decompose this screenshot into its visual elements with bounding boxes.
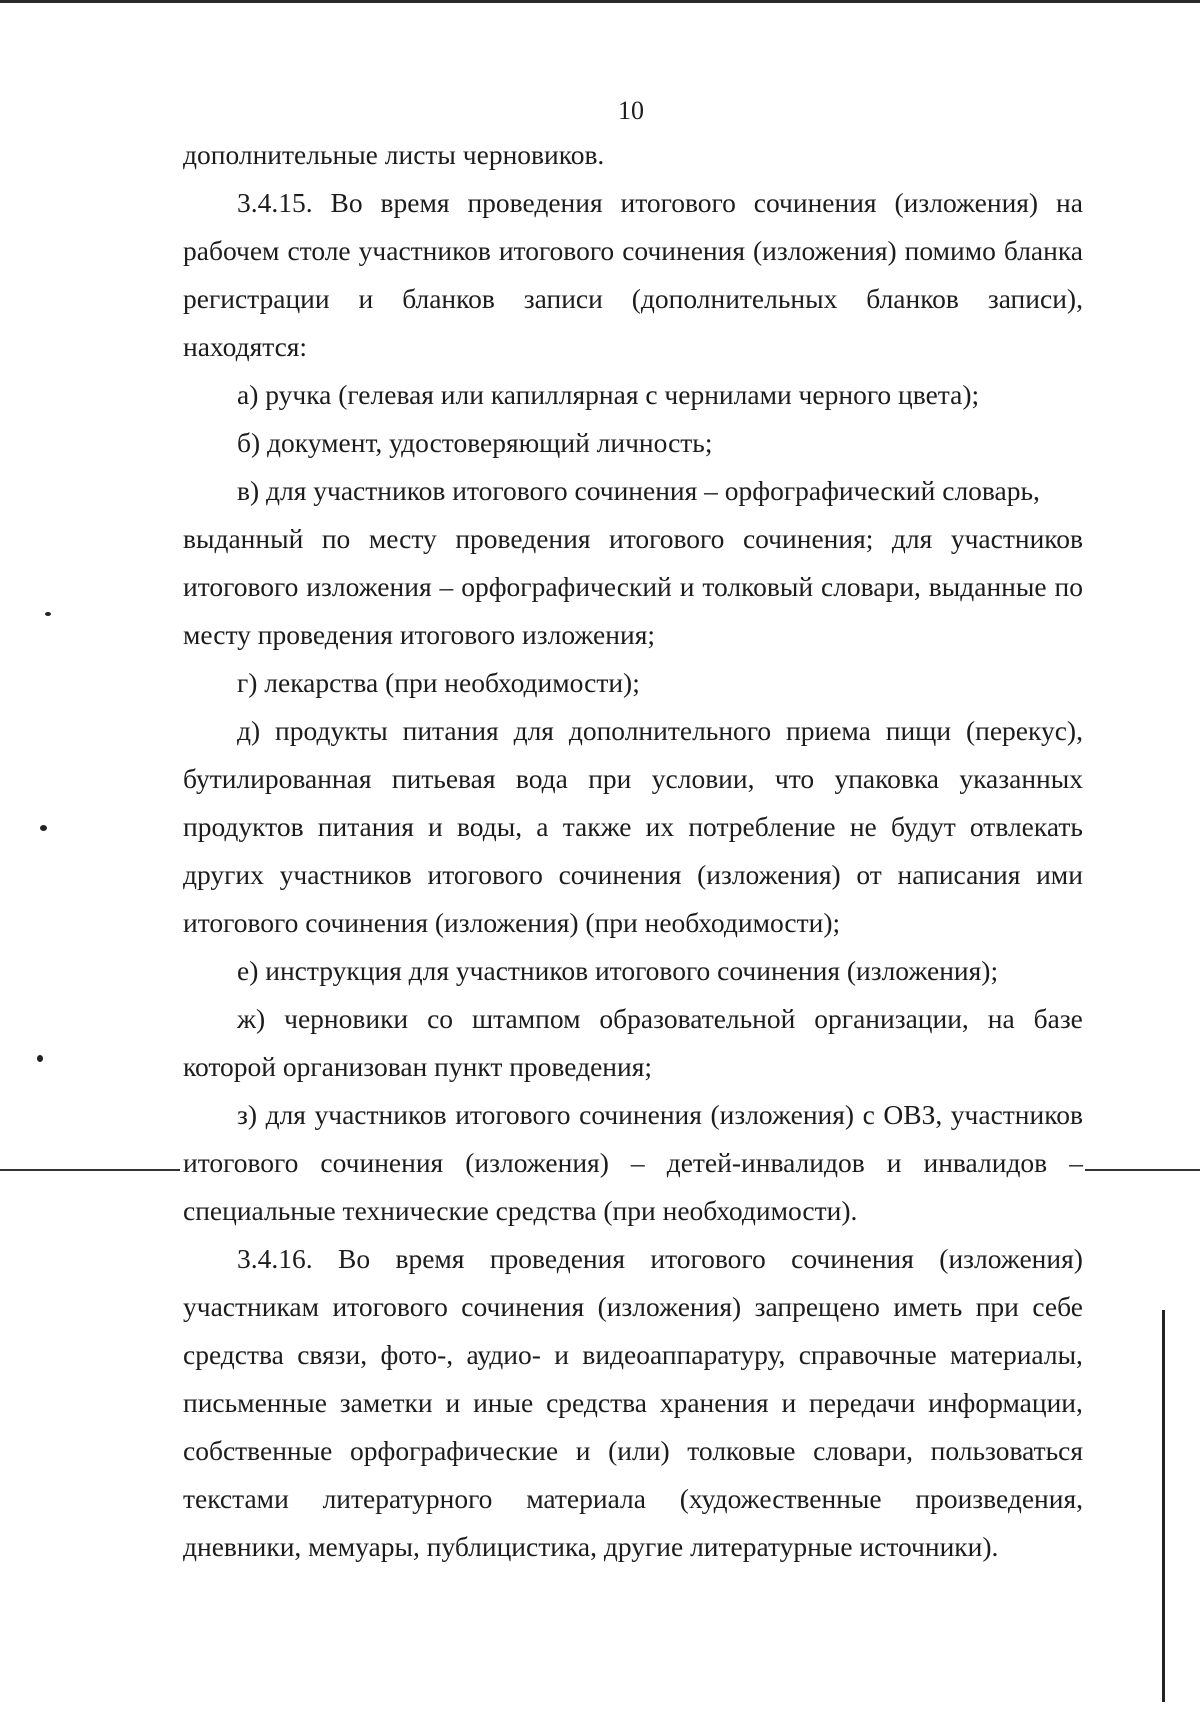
word: итогового [498,235,615,266]
text-line [183,851,1083,899]
text-line: специальные технические средства (при необходимости). [183,1195,858,1226]
word: ж) [237,1003,266,1034]
word: и [445,1387,461,1418]
word: бланка [1003,235,1083,266]
word: отвлекать [969,811,1083,842]
word: штампом [472,1003,581,1034]
word: сочинения [753,187,877,218]
scan-artifact-rule-right [1085,1169,1200,1171]
word: месту [368,523,437,554]
word: выданный [183,523,304,554]
word: проведения [489,1243,626,1274]
word: иные [473,1387,534,1418]
word: (изложения) [465,1147,609,1178]
word: образовательной [599,1003,796,1034]
word: рабочем [183,235,280,266]
word: на [1056,187,1083,218]
word: 3.4.15. [237,187,313,218]
word: бутилированная [183,763,372,794]
scan-top-edge [0,0,1200,3]
word: (изложения) [753,235,897,266]
word: справочные [798,1339,937,1370]
word: записи [523,283,603,314]
word: средства [546,1387,647,1418]
text-line [183,707,1083,755]
word: воды, [456,811,523,842]
word: что [774,763,815,794]
scan-artifact-rule-left [0,1169,180,1171]
word: толковые [687,1435,796,1466]
word: выданные [928,571,1047,602]
word: при [588,763,632,794]
word: (изложения) [710,1099,855,1130]
word: указанных [959,763,1083,794]
word: д) [237,715,261,746]
word: со [427,1003,454,1034]
text-line [183,1235,1083,1283]
word: (перекус), [965,715,1083,746]
word: участников [279,859,412,890]
text-line [183,1139,1083,1187]
scan-artifact-vertical-bar [1162,1310,1165,1702]
word: ими [1036,859,1083,890]
word: и [679,571,695,602]
word: (изложения) [894,187,1039,218]
word: а [536,811,549,842]
text-line [183,803,1083,851]
word: сочинения [461,1291,585,1322]
word: сочинения; [742,523,874,554]
word: сочинения [791,1243,914,1274]
text-line: в) для участников итогового сочинения – орфографический словарь, [237,475,1040,506]
word: по [1054,571,1083,602]
word: сочинения [558,859,682,890]
scan-speck [40,825,47,831]
word: проведения [455,523,591,554]
scan-speck [45,612,51,616]
word: итогового [620,187,736,218]
word: итогового [609,523,725,554]
word: хранения [659,1387,769,1418]
word: по [321,523,351,554]
word: письменные [183,1387,327,1418]
word: черновики [284,1003,409,1034]
word: Во [338,1243,371,1274]
word: иметь [893,1291,963,1322]
word: итогового [455,1099,571,1130]
word: (изложения) [939,1243,1083,1274]
word: информации, [928,1387,1083,1418]
word: питания [402,715,499,746]
word: произведения, [915,1483,1083,1514]
word: текстами [183,1483,289,1514]
word: (изложения) [597,1291,742,1322]
text-line [183,755,1083,803]
word: потребление [688,811,836,842]
word: при [975,1291,1019,1322]
word: участникам [183,1291,319,1322]
text-line: б) документ, удостоверяющий личность; [237,427,713,458]
word: инвалидов [923,1147,1048,1178]
word: написания [897,859,1021,890]
word: проведения [467,187,603,218]
word: детей-инвалидов [666,1147,865,1178]
word: регистрации [183,283,330,314]
text-line: а) ручка (гелевая или капиллярная с чернилами черного цвета); [237,379,980,410]
word: итогового [332,1291,448,1322]
word: бланков [866,283,959,314]
word: столе [287,235,351,266]
word: связи, [297,1339,368,1370]
word: Во [330,187,363,218]
word: участников [950,1099,1083,1130]
word: запрещено [754,1291,880,1322]
word: итогового [650,1243,766,1274]
word: з) [237,1099,258,1130]
word: фото-, [380,1339,454,1370]
word: толковый [702,571,814,602]
word: питьевая [391,763,496,794]
word: на [987,1003,1015,1034]
word: и [358,283,374,314]
text-line [183,275,1083,323]
word: 3.4.16. [237,1243,313,1274]
word: и [575,1435,591,1466]
word: от [856,859,882,890]
document-body [183,131,1083,1571]
text-line: которой организован пункт проведения; [183,1051,653,1082]
word: литературного [322,1483,493,1514]
word: изложения [306,571,432,602]
word: продукты [275,715,388,746]
word: (изложения) [697,859,841,890]
word: бланков [402,283,495,314]
text-line [183,1091,1083,1139]
word: сочинения [622,235,745,266]
word: продуктов [183,811,304,842]
word: и [554,1339,569,1370]
word: средства [183,1339,284,1370]
text-line [183,515,1083,563]
text-line: г) лекарства (при необходимости); [237,667,640,698]
word: материала [526,1483,646,1514]
word: аудио- [466,1339,541,1370]
word: итогового [427,859,543,890]
word: участников [358,235,491,266]
text-line [183,1475,1083,1523]
word: условии, [651,763,755,794]
word: заметки [339,1387,433,1418]
word: записи), [987,283,1083,314]
word: – [1069,1147,1083,1178]
word: их [645,811,675,842]
word: не [849,811,877,842]
word: для [513,715,554,746]
word: орфографический [461,571,672,602]
word: питания [317,811,414,842]
word: итогового [183,1147,299,1178]
word: (дополнительных [631,283,838,314]
word: упаковка [834,763,939,794]
word: словари, [813,1435,913,1466]
word: словари, [820,571,921,602]
word: и [781,1387,797,1418]
word: организации, [814,1003,969,1034]
word: – [630,1147,645,1178]
text-line [183,1331,1083,1379]
word: и [886,1147,902,1178]
word: и [428,811,443,842]
word: итогового [183,571,299,602]
word: помимо [904,235,996,266]
text-line: е) инструкция для участников итогового сочинения (изложения); [237,955,999,986]
text-line: дневники, мемуары, публицистика, другие литературные источники). [183,1531,999,1562]
word: пользоваться [930,1435,1083,1466]
text-line: находятся: [183,331,308,362]
text-line [183,179,1083,227]
text-line [183,1379,1083,1427]
scan-speck [37,1055,43,1062]
word: время [380,187,450,218]
word: участников [314,1099,447,1130]
word: время [395,1243,465,1274]
text-line [183,227,1083,275]
word: ОВЗ, [883,1099,943,1130]
word: вода [515,763,568,794]
word: для [891,523,933,554]
text-line: месту проведения итогового изложения; [183,619,655,650]
text-line: дополнительные листы черновиков. [183,139,605,170]
word: сочинения [320,1147,444,1178]
word: себе [1032,1291,1083,1322]
word: также [562,811,632,842]
word: приема [786,715,871,746]
word: с [862,1099,875,1130]
word: орфографические [350,1435,559,1466]
text-line [183,563,1083,611]
text-line [183,1283,1083,1331]
word: видеоаппаратуру, [582,1339,786,1370]
word: пищи [885,715,952,746]
text-line [183,1427,1083,1475]
word: для [265,1099,306,1130]
word: дополнительного [568,715,772,746]
word: собственные [183,1435,333,1466]
word: материалы, [950,1339,1083,1370]
word: передачи [809,1387,916,1418]
word: участников [950,523,1083,554]
text-line [183,995,1083,1043]
word: будут [890,811,956,842]
word: (или) [608,1435,670,1466]
word: сочинения [579,1099,702,1130]
word: базе [1033,1003,1083,1034]
word: других [183,859,264,890]
word: – [439,571,454,602]
page-number: 10 [618,96,644,125]
word: (художественные [679,1483,882,1514]
text-line: итогового сочинения (изложения) (при необходимости); [183,907,841,938]
